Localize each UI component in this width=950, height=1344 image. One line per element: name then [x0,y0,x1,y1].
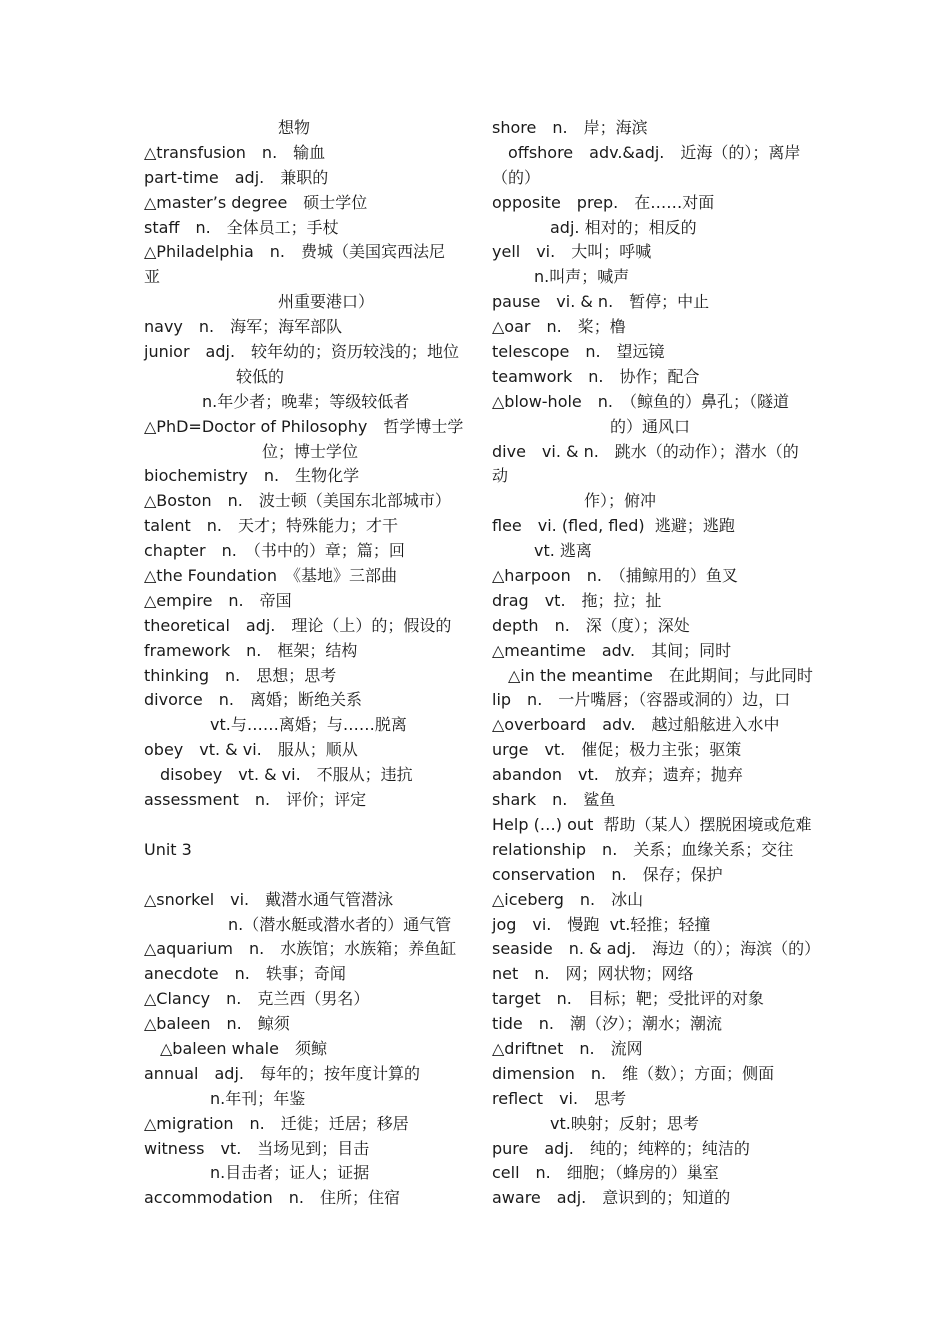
vocab-line: △transfusion n. 输血 [144,142,326,162]
vocab-line: witness vt. 当场见到；目击 [144,1138,370,1158]
vocab-line: opposite prep. 在……对面 [492,192,715,212]
vocab-line: chapter n. （书中的）章；篇；回 [144,541,405,561]
vocab-line: accommodation n. 住所；住宿 [144,1188,400,1208]
vocab-line: pure adj. 纯的；纯粹的；纯洁的 [492,1138,750,1158]
vocab-line: n.（潜水艇或潜水者的）通气管 [228,914,452,934]
vocab-line: teamwork n. 协作；配合 [492,366,700,386]
vocab-line: abandon vt. 放弃；遗弃；抛弃 [492,765,743,785]
vocab-line: divorce n. 离婚；断绝关系 [144,690,362,710]
vocab-line: △master’s degree 硕士学位 [144,192,368,212]
vocab-line: △meantime adv. 其间；同时 [492,640,732,660]
blank-line [144,813,464,838]
vocab-line: dimension n. 维（数）；方面；侧面 [492,1063,775,1083]
vocab-line: 作）；俯冲 [584,491,657,511]
vocab-line: seaside n. & adj. 海边（的）；海滨（的） [492,939,821,959]
vocab-line: disobey vt. & vi. 不服从；违抗 [160,765,413,785]
vocab-line: △empire n. 帝国 [144,590,292,610]
vocab-line: △Boston n. 波士顿（美国东北部城市） [144,491,451,511]
vocab-line: target n. 目标；靶；受批评的对象 [492,989,764,1009]
vocab-line: shore n. 岸；海滨 [492,118,648,137]
vocab-line: jog vi. 慢跑 vt.轻推；轻撞 [492,914,711,934]
vocab-line: part-time adj. 兼职的 [144,167,329,187]
vocab-line: aware adj. 意识到的；知道的 [492,1188,731,1208]
vocab-line: offshore adv.&adj. 近海（的）；离岸 [508,142,801,162]
vocab-line: △driftnet n. 流网 [492,1038,643,1058]
vocab-line: drag vt. 拖；拉；扯 [492,590,662,610]
vocab-line: △migration n. 迁徙；迁居；移居 [144,1113,409,1133]
unit-heading: Unit 3 [144,839,192,859]
vocab-line: （的） [492,167,541,187]
vocab-line: lip n. 一片嘴唇；（容器或洞的）边，口 [492,690,791,710]
vocab-line: △oar n. 桨；橹 [492,317,626,337]
vocab-line: theoretical adj. 理论（上）的；假设的 [144,615,452,635]
vocab-line: △baleen whale 须鲸 [160,1038,327,1058]
vocab-line: 位；博士学位 [262,441,359,461]
vocab-line: depth n. 深（度）；深处 [492,615,690,635]
vocab-line: 亚 [144,267,161,287]
vocab-line: n.年刊；年鉴 [210,1088,306,1108]
vocab-line: pause vi. & n. 暂停；中止 [492,292,710,312]
vocab-line: 较低的 [236,366,285,386]
right-column [492,116,821,1211]
vocab-line: conservation n. 保存；保护 [492,864,723,884]
vocab-line: 的）通风口 [610,416,691,436]
vocab-line: staff n. 全体员工；手杖 [144,217,339,237]
vocab-line: obey vt. & vi. 服从；顺从 [144,740,358,760]
vocab-line: △Clancy n. 克兰西（男名） [144,989,370,1009]
vocab-line: Help (…) out 帮助（某人）摆脱困境或危难 [492,814,812,834]
vocab-line: vt.映射；反射；思考 [550,1113,699,1133]
vocab-line: yell vi. 大叫；呼喊 [492,242,652,262]
vocab-line: relationship n. 关系；血缘关系；交往 [492,839,794,859]
vocab-line: △iceberg n. 冰山 [492,889,644,909]
vocab-line: △the Foundation 《基地》三部曲 [144,566,397,586]
vocab-line: talent n. 天才；特殊能力；才干 [144,516,399,536]
vocab-line: 想物 [278,118,311,137]
vocab-line: assessment n. 评价；评定 [144,790,367,810]
vocab-line: n.年少者；晚辈；等级较低者 [202,391,410,411]
vocab-line: △harpoon n. （捕鲸用的）鱼叉 [492,566,738,586]
vocab-line: flee vi. (fled, fled) 逃避；逃跑 [492,516,735,536]
vocab-line: navy n. 海军；海军部队 [144,317,343,337]
vocab-line: vt.与……离婚；与……脱离 [210,715,407,735]
vocab-line: △PhD=Doctor of Philosophy 哲学博士学 [144,416,464,436]
vocab-line: 州重要港口） [278,292,375,312]
blank-line [144,863,464,888]
vocab-line: △overboard adv. 越过船舷进入水中 [492,715,780,735]
vocab-line: vt. 逃离 [534,541,592,561]
vocab-line: thinking n. 思想；思考 [144,665,337,685]
vocab-line: anecdote n. 轶事；奇闻 [144,964,346,984]
vocab-line: urge vt. 催促；极力主张；驱策 [492,740,742,760]
vocab-line: tide n. 潮（汐）；潮水；潮流 [492,1014,722,1034]
vocab-line: △Philadelphia n. 费城（美国宾西法尼 [144,242,446,262]
vocab-line: reflect vi. 思考 [492,1088,627,1108]
vocab-line: △snorkel vi. 戴潜水通气管潜泳 [144,889,394,909]
vocab-line: biochemistry n. 生物化学 [144,466,360,486]
vocab-line: n.叫声；喊声 [534,267,630,287]
vocab-line: n.目击者；证人；证据 [210,1163,370,1183]
vocab-line: △in the meantime 在此期间；与此同时 [508,665,813,685]
vocab-line: framework n. 框架；结构 [144,640,358,660]
vocab-line: adj. 相对的；相反的 [550,217,697,237]
vocab-line: telescope n. 望远镜 [492,342,665,362]
vocab-line: △aquarium n. 水族馆；水族箱；养鱼缸 [144,939,457,959]
vocab-line: junior adj. 较年幼的；资历较浅的；地位 [144,342,460,362]
left-column [144,116,464,1211]
vocab-line: net n. 网；网状物；网络 [492,964,694,984]
vocab-line: annual adj. 每年的；按年度计算的 [144,1063,420,1083]
vocab-line: 动 [492,466,509,486]
vocab-line: △baleen n. 鲸须 [144,1014,290,1034]
vocab-line: shark n. 鲨鱼 [492,790,616,810]
vocab-line: △blow-hole n. （鲸鱼的）鼻孔；（隧道 [492,391,790,411]
vocab-line: cell n. 细胞；（蜂房的）巢室 [492,1163,719,1183]
vocab-line: dive vi. & n. 跳水（的动作）；潜水（的 [492,441,799,461]
